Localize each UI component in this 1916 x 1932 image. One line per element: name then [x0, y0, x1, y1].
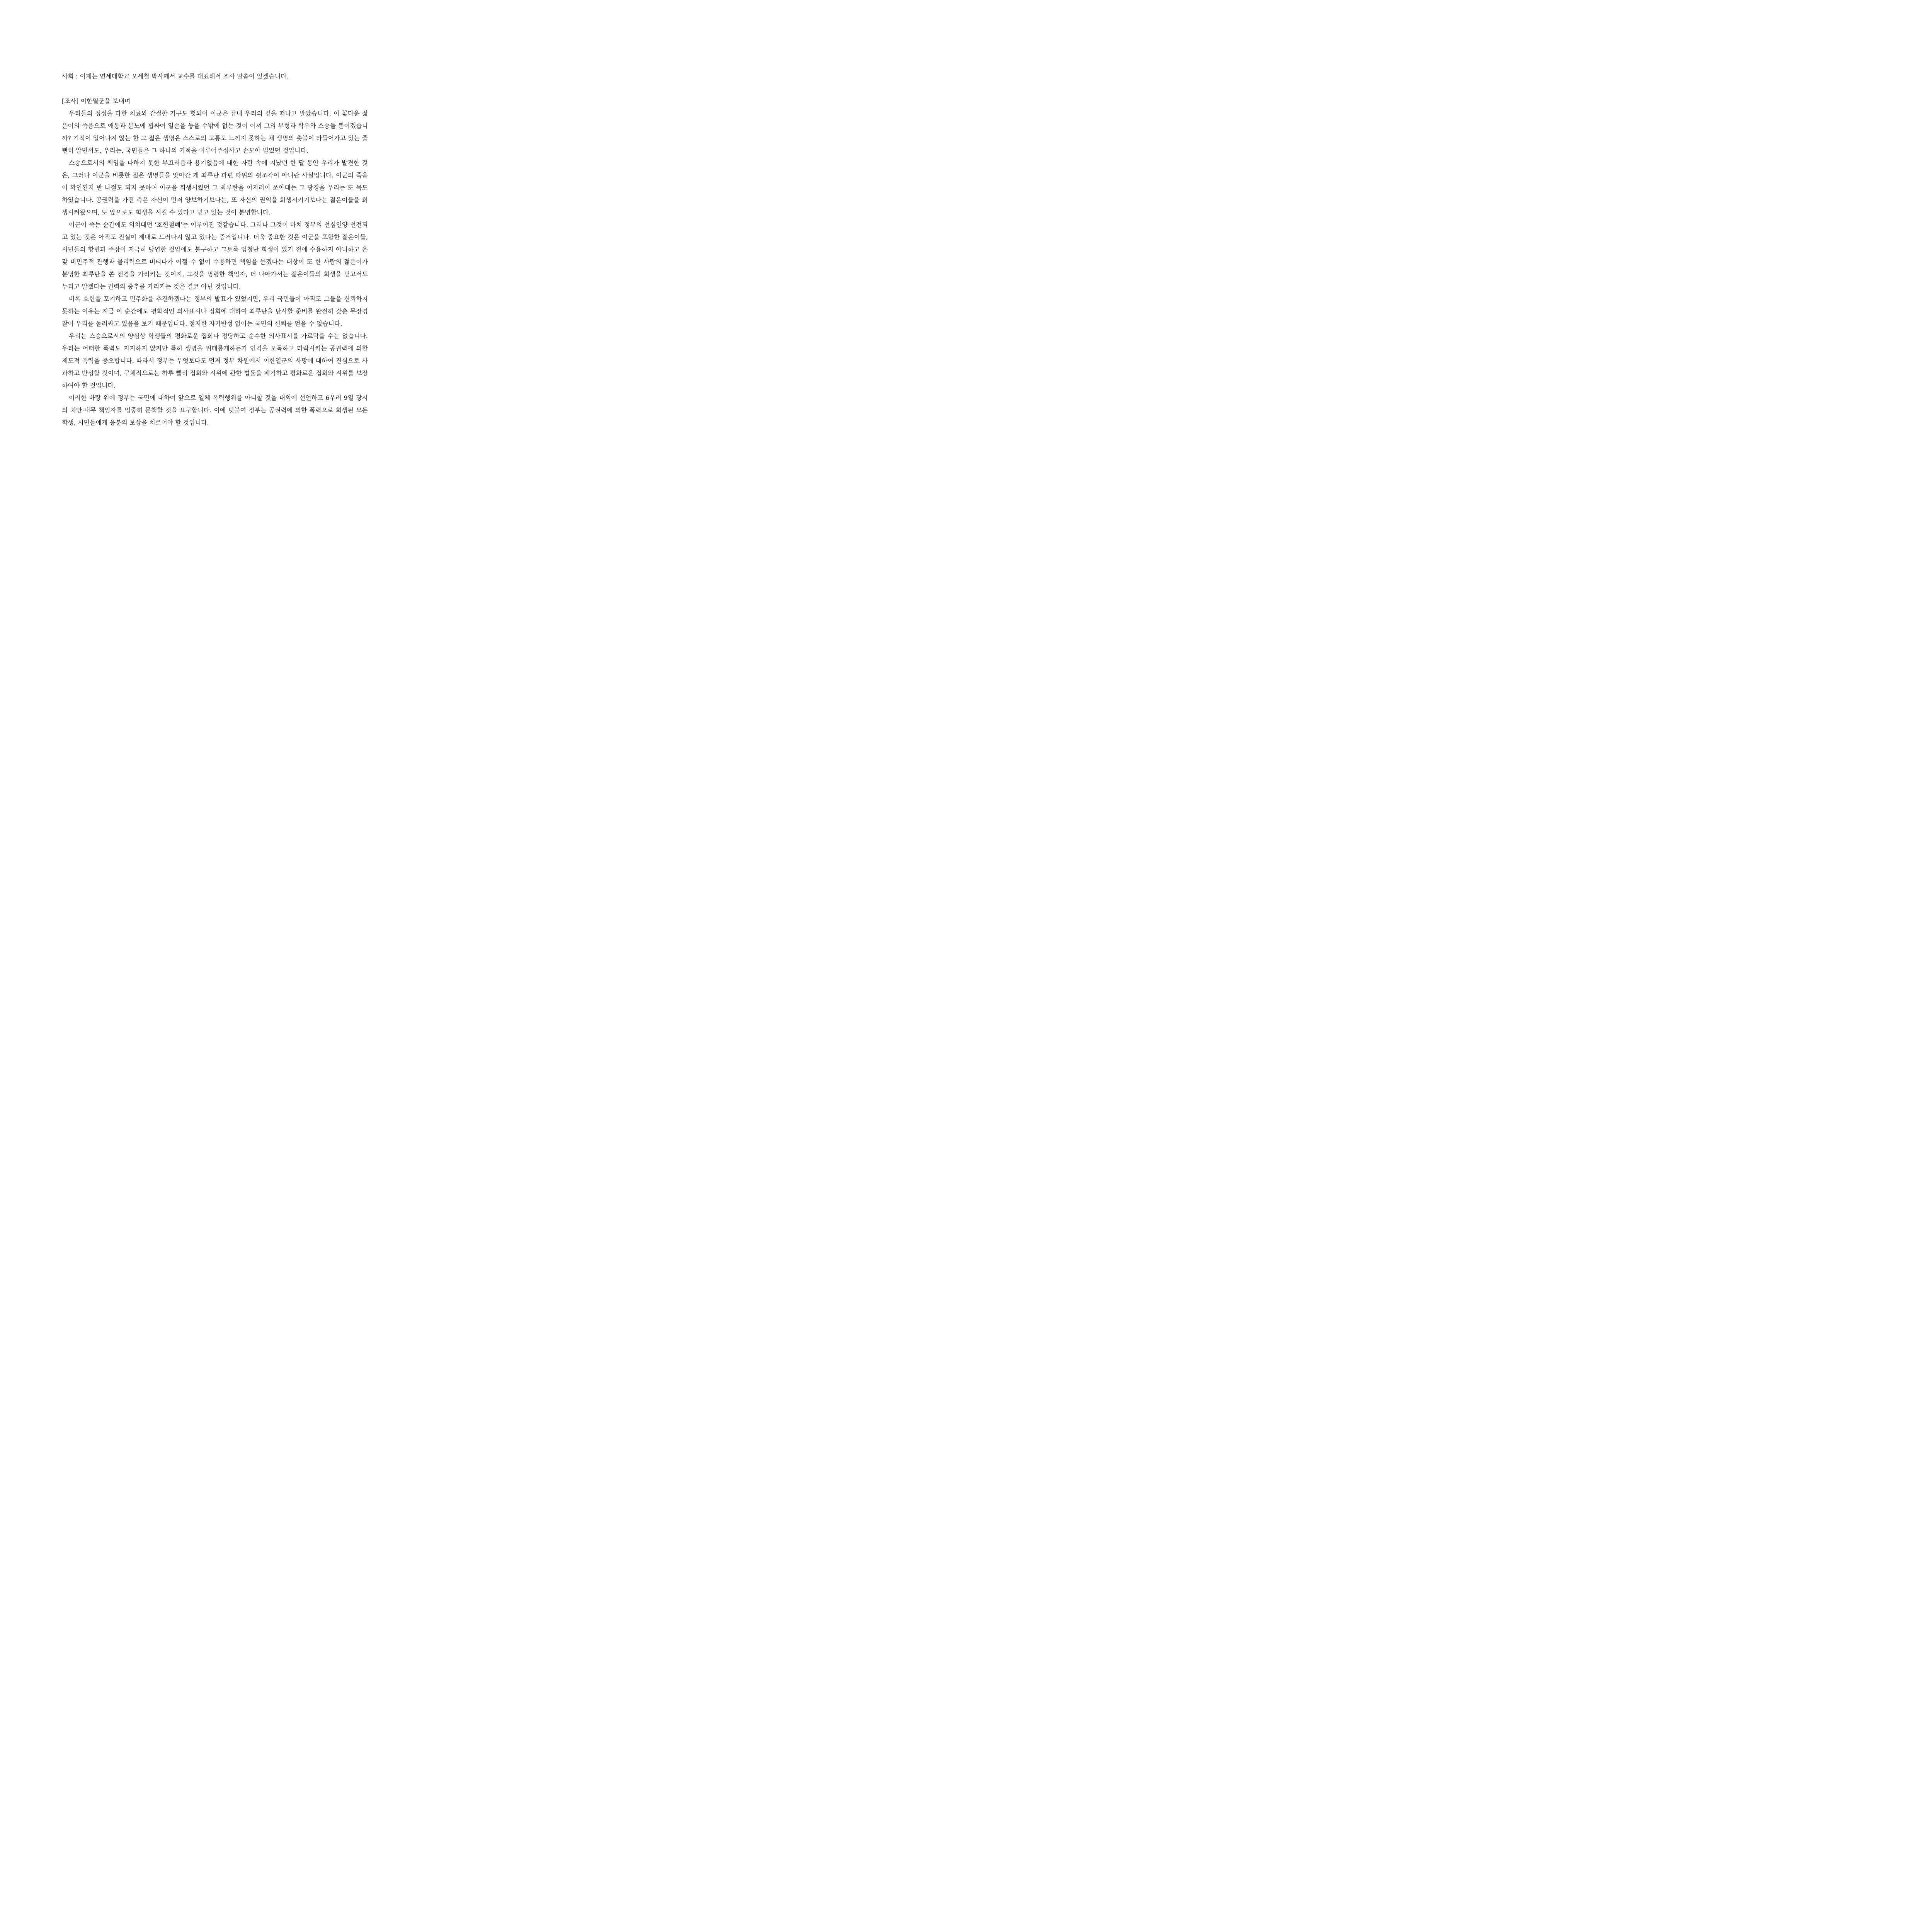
eulogy-paragraph-3: 이군이 죽는 순간에도 외쳐대던 ‘호헌철폐’는 이루어진 것같습니다. 그러나 그것이 마치 정부의 선심인양 선전되고 있는 것은 아직도 진실이 제대로 드러나지 않고 있다는 증거입니다. 더욱 중요한 것은 이군을 포함한 젊은이들, 시민들의 항변과 주장이 지극히 당연한 것임에도 불구하고 그토록 엄청난 희생이 있기 전에 수용하지 아니하고 온갖 비민주적 관행과 물리력으로 버티다가 어쩔 수 없이 수용하면 책임을 묻겠다는 대상이 또 한 사람의 젊은이가 분명한 최루탄을 쏜 전경을 가리키는 것이지, 그것을 명령한 책임자, 더 나아가서는 젊은이들의 희생을 딛고서도 누리고 말겠다는 권력의 중추를 가리키는 것은 결코 아닌 것입니다.: [62, 221, 368, 290]
blank-line: [62, 83, 368, 95]
document-page: [0, 0, 427, 603]
eulogy-heading: [조사] 이한열군을 보내며: [62, 97, 131, 105]
document-body: [62, 70, 368, 429]
eulogy-paragraph-6: 이러한 바탕 위에 정부는 국민에 대하여 앞으로 일체 폭력행위를 아니할 것을 내외에 선언하고 6우러 9일 당시의 치안·내무 책임자를 엄중히 문책할 것을 요구합니다. 이에 덧붙여 정부는 공권력에 의한 폭력으로 희생된 모든 학생, 시민들에게 응분의 보상을 치르어야 할 것입니다.: [62, 394, 368, 426]
eulogy-paragraph-1: 우리들의 정성을 다한 치료와 간절한 기구도 헛되이 이군은 끝내 우리의 곁을 떠나고 말았습니다. 이 꽃다운 젊은이의 죽음으로 애통과 분노에 휩싸여 일손을 놓을 수밖에 없는 것이 어찌 그의 부형과 학우와 스승들 뿐이겠습니까? 기적이 일어나지 않는 한 그 젊은 생명은 스스로의 고통도 느끼지 못하는 채 생명의 촛불이 타들어가고 있는 줄 뻔히 알면서도, 우리는, 국민들은 그 하나의 기적을 이루어주십사고 손모아 빌었던 것입니다.: [62, 110, 368, 154]
eulogy-paragraph-5: 우리는 스승으로서의 양심상 학생들의 평화로운 집회나 정당하고 순수한 의사표시를 가로막을 수는 없습니다. 우리는 어떠한 폭력도 지지하지 않지만 특히 생명을 위태롭게하든가 인격을 모독하고 타락시키는 공권력에 의한 제도적 폭력을 증오합니다. 따라서 정부는 무엇보다도 먼저 정부 차원에서 이한열군의 사망에 대하여 진심으로 사과하고 반성할 것이며, 구체적으로는 하루 빨리 집회와 시위에 관한 법률을 폐기하고 평화로운 집회와 시위를 보장하여야 할 것입니다.: [62, 332, 368, 389]
eulogy-paragraph-4: 비록 호헌을 포기하고 민주화를 추진하겠다는 정부의 발표가 있었지만, 우리 국민들이 아직도 그들을 신뢰하지 못하는 이유는 지금 이 순간에도 평화적인 의사표시나 집회에 대하여 최루탄을 난사할 준비를 완전히 갖춘 무장경찰이 우리를 둘러싸고 있음을 보기 때문입니다. 철저한 자기반성 없이는 국민의 신뢰를 얻을 수 없습니다.: [62, 295, 368, 327]
eulogy-paragraph-2: 스승으로서의 책임을 다하지 못한 부끄러움과 용기없음에 대한 자탄 속에 지났던 한 달 동안 우리가 발견한 것은, 그러나 이군을 비롯한 젊은 생명들을 앗아간 게 최루탄 파편 따위의 쇳조각이 아니란 사실입니다. 이군의 죽음이 확인된지 반 나절도 되지 못하여 이군을 희생시켰던 그 최루탄을 어지러이 쏘아대는 그 광경을 우리는 또 목도하였습니다. 공권력을 가진 측은 자신이 먼저 양보하기보다는, 또 자신의 권익을 희생시키기보다는 젊은이들을 희생시켜왔으며, 또 앞으로도 희생을 시킬 수 있다고 믿고 있는 것이 분명합니다.: [62, 159, 368, 216]
announcement-line: 사회 : 이제는 연세대학교 오세철 박사께서 교수를 대표해서 조사 말씀이 있겠습니다.: [62, 73, 289, 80]
